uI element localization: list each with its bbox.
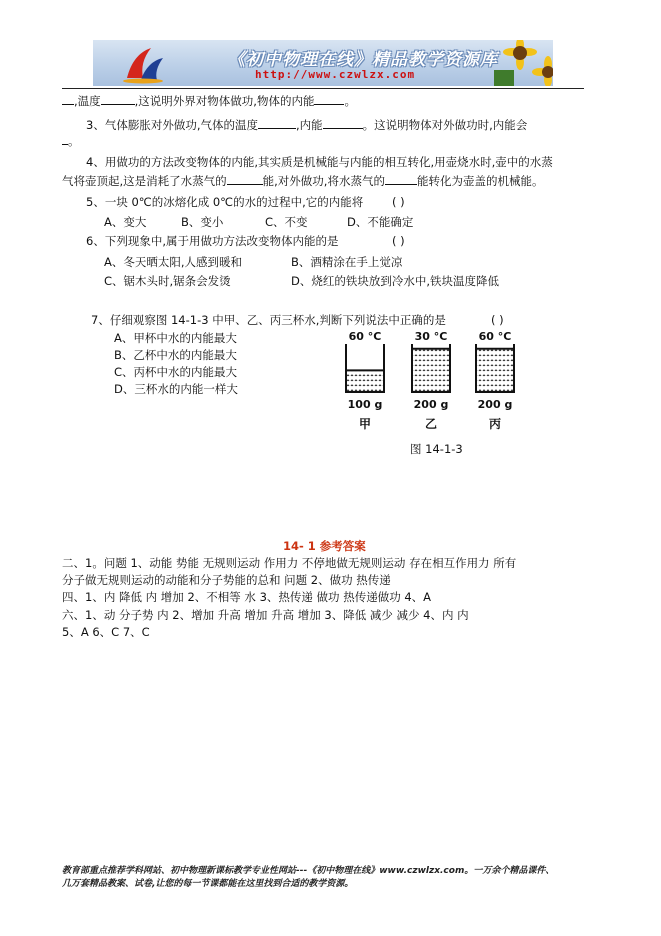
site-logo-icon — [121, 44, 167, 84]
q6-option-a: A、冬天晒太阳,人感到暖和 — [104, 255, 243, 269]
cup-mass: 200 g — [413, 398, 449, 411]
q3-text-d: 。 — [68, 134, 80, 148]
q5-option-c: C、不变 — [265, 215, 308, 229]
cup-mass: 100 g — [347, 398, 383, 411]
blank — [323, 117, 363, 129]
q7-option-a: A、甲杯中水的内能最大 — [114, 331, 237, 345]
question-3-cont — [62, 133, 80, 148]
answer-line-5: 5、A 6、C 7、C — [62, 625, 150, 639]
question-4-cont — [62, 173, 543, 188]
q3-text-b: ,内能 — [295, 118, 323, 132]
blank — [258, 117, 296, 129]
q4-text-d: 能转化为壶盖的机械能。 — [416, 174, 544, 188]
banner-title: 《初中物理在线》精品教学资源库 — [228, 50, 498, 70]
sunflower-icon — [488, 40, 553, 86]
question-3 — [86, 117, 527, 132]
question-5-paren: ( ) — [392, 195, 405, 209]
cup-jia — [346, 330, 384, 431]
line0-text-a: ,温度 — [74, 94, 101, 108]
blank — [62, 93, 74, 105]
cups-figure — [330, 328, 530, 434]
blank — [227, 173, 263, 185]
water-level — [413, 349, 449, 392]
header-rule — [62, 88, 584, 89]
cup-mass: 200 g — [477, 398, 513, 411]
question-5: 5、一块 0℃的冰熔化成 0℃的水的过程中,它的内能将 — [86, 195, 364, 209]
header-banner — [93, 40, 553, 86]
footer-line-2: 几万套精品教案、试卷,让您的每一节课都能在这里找到合适的教学资源。 — [62, 879, 354, 889]
cup-label: 乙 — [424, 417, 438, 431]
answers-title: 14- 1 参考答案 — [283, 539, 366, 553]
q7-option-d: D、三杯水的内能一样大 — [114, 382, 238, 396]
banner-url[interactable]: http://www.czwlzx.com — [255, 68, 416, 81]
q5-option-a: A、变大 — [104, 215, 147, 229]
q6-option-b: B、酒精涂在手上觉凉 — [291, 255, 403, 269]
q5-option-d: D、不能确定 — [347, 215, 414, 229]
continuation-line — [62, 93, 356, 108]
line0-text-b: ,这说明外界对物体做功,物体的内能 — [134, 94, 315, 108]
line0-text-c: 。 — [344, 94, 356, 108]
blank — [314, 93, 344, 105]
water-level — [477, 349, 513, 392]
q3-text-c: 。这说明物体对外做功时,内能会 — [362, 118, 528, 132]
cup-label: 丙 — [488, 417, 502, 431]
figure-caption: 图 14-1-3 — [410, 442, 463, 456]
answer-line-4: 六、1、动 分子势 内 2、增加 升高 增加 升高 增加 3、降低 减少 减少 4、内 内 — [62, 608, 469, 622]
q7-option-c: C、丙杯中水的内能最大 — [114, 365, 238, 379]
q4-text-c: 能,对外做功,将水蒸气的 — [262, 174, 385, 188]
q7-option-b: B、乙杯中水的内能最大 — [114, 348, 237, 362]
q6-option-c: C、锯木头时,锯条会发烫 — [104, 274, 231, 288]
water-level — [347, 370, 383, 392]
cup-bing — [476, 330, 514, 431]
answer-line-3: 四、1、内 降低 内 增加 2、不相等 水 3、热传递 做功 热传递做功 4、A — [62, 590, 432, 604]
q5-option-b: B、变小 — [181, 215, 224, 229]
question-6-paren: ( ) — [392, 234, 405, 248]
question-7: 7、仔细观察图 14-1-3 中甲、乙、丙三杯水,判断下列说法中正确的是 — [91, 313, 446, 327]
blank — [385, 173, 417, 185]
q6-option-d: D、烧红的铁块放到冷水中,铁块温度降低 — [291, 274, 500, 288]
q3-text-a: 3、气体膨胀对外做功,气体的温度 — [86, 118, 258, 132]
cup-label: 甲 — [358, 417, 372, 431]
question-4: 4、用做功的方法改变物体的内能,其实质是机械能与内能的相互转化,用壶烧水时,壶中的水蒸 — [86, 155, 553, 169]
question-6: 6、下列现象中,属于用做功方法改变物体内能的是 — [86, 234, 339, 248]
cup-temperature: 30 °C — [414, 330, 448, 343]
question-7-paren: ( ) — [491, 313, 504, 327]
cup-temperature: 60 °C — [348, 330, 382, 343]
footer-line-1: 教育部重点推荐学科网站、初中物理新课标教学专业性网站---《初中物理在线》www.czwlzx.com。一万余个精品课件、 — [62, 866, 555, 876]
q4-text-b: 气将壶顶起,这是消耗了水蒸气的 — [62, 174, 227, 188]
answer-line-2: 分子做无规则运动的动能和分子势能的总和 问题 2、做功 热传递 — [62, 573, 391, 587]
cup-yi — [412, 330, 450, 431]
answer-line-1: 二、1。问题 1、动能 势能 无规则运动 作用力 不停地做无规则运动 存在相互作用力 所有 — [62, 556, 517, 570]
cup-temperature: 60 °C — [478, 330, 512, 343]
blank — [101, 93, 135, 105]
